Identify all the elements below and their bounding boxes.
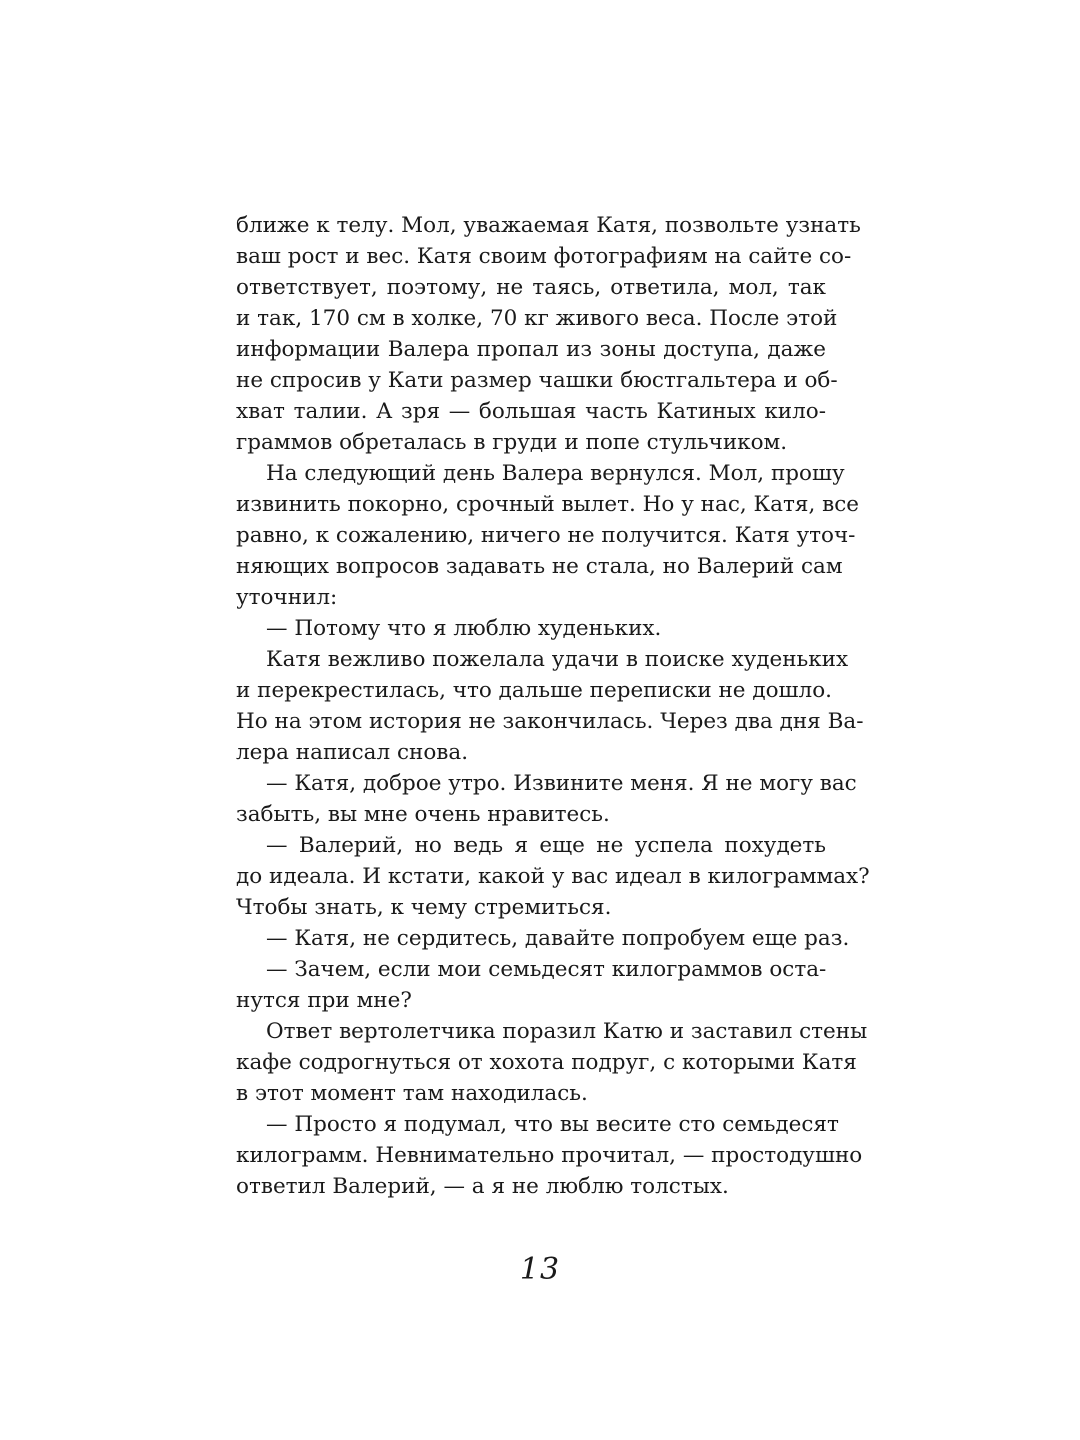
paragraph: [236, 1109, 863, 1202]
text-line: няющих вопросов задавать не стала, но Валерий сам: [236, 554, 843, 579]
text-line: лера написал снова.: [236, 740, 469, 765]
text-line: до идеала. И кстати, какой у вас идеал в килограммах?: [236, 864, 870, 889]
text-line: Чтобы знать, к чему стремиться.: [236, 895, 612, 920]
text-line: Ответ вертолетчика поразил Катю и заставил стены: [266, 1019, 868, 1044]
text-line: нутся при мне?: [236, 988, 412, 1013]
text-line: не спросив у Кати размер чашки бюстгальтера и об-: [236, 368, 838, 393]
text-line: ваш рост и вес. Катя своим фотографиям на сайте со-: [236, 244, 852, 269]
text-line: информации Валера пропал из зоны доступа, даже: [236, 337, 826, 362]
text-line: — Просто я подумал, что вы весите сто семьдесят: [266, 1112, 839, 1137]
paragraph: [236, 923, 850, 954]
text-line: ответствует, поэтому, не таясь, ответила, мол, так: [236, 275, 826, 300]
text-line: ответил Валерий, — а я не люблю толстых.: [236, 1174, 729, 1199]
text-line: Но на этом история не закончилась. Через два дня Ва-: [236, 709, 864, 734]
text-line: и так, 170 см в холке, 70 кг живого веса. После этой: [236, 306, 838, 331]
text-line: уточнил:: [236, 585, 338, 610]
paragraph: [236, 1016, 868, 1109]
page-number: 13: [519, 1252, 561, 1287]
text-line: килограмм. Невнимательно прочитал, — простодушно: [236, 1143, 863, 1168]
paragraph: [236, 613, 826, 644]
text-line: — Катя, доброе утро. Извините меня. Я не могу вас: [266, 771, 857, 796]
paragraph: [236, 644, 864, 768]
paragraph: [236, 458, 859, 613]
text-line: забыть, вы мне очень нравитесь.: [236, 802, 610, 827]
text-line: и перекрестилась, что дальше переписки не дошло.: [236, 678, 832, 703]
text-line: — Катя, не сердитесь, давайте попробуем еще раз.: [266, 926, 850, 951]
text-line: Катя вежливо пожелала удачи в поиске худеньких: [266, 647, 849, 672]
text-line: извинить покорно, срочный вылет. Но у нас, Катя, все: [236, 492, 859, 517]
text-line: ближе к телу. Мол, уважаемая Катя, позвольте узнать: [236, 213, 861, 238]
text-line: хват талии. А зря — большая часть Катиных кило-: [236, 399, 826, 424]
text-line: граммов обреталась в груди и попе стульчиком.: [236, 430, 788, 455]
text-line: равно, к сожалению, ничего не получится. Катя уточ-: [236, 523, 856, 548]
text-line: — Зачем, если мои семьдесят килограммов оста-: [266, 957, 827, 982]
paragraph: [236, 954, 826, 1016]
paragraph: [236, 830, 870, 923]
paragraph: [236, 210, 861, 458]
text-line: кафе содрогнуться от хохота подруг, с которыми Катя: [236, 1050, 857, 1075]
body-text: [236, 210, 870, 1202]
text-line: На следующий день Валера вернулся. Мол, прошу: [266, 461, 845, 486]
text-line: — Потому что я люблю худеньких.: [266, 616, 662, 641]
paragraph: [236, 768, 857, 830]
text-line: в этот момент там находилась.: [236, 1081, 588, 1106]
text-line: — Валерий, но ведь я еще не успела похудеть: [266, 833, 826, 858]
